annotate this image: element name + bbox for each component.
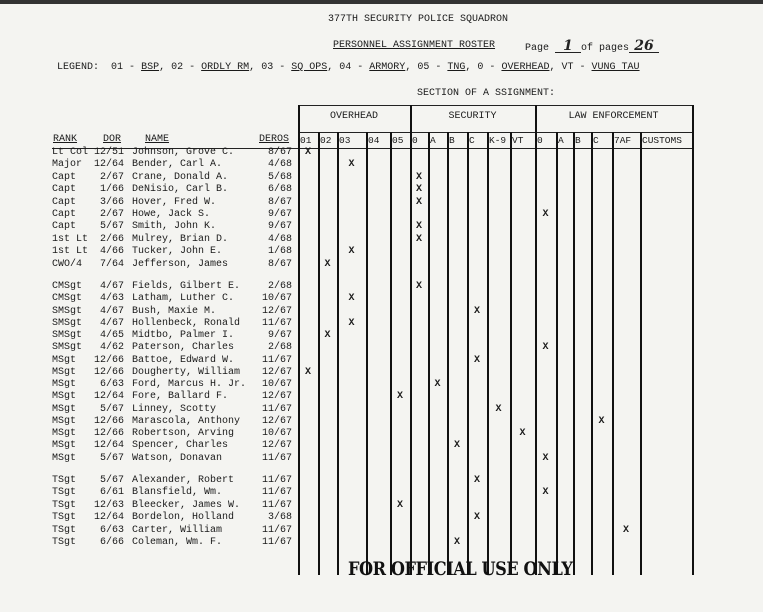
row-dor: 5/67 [99,452,124,464]
column-header-7af: 7AF [614,135,632,146]
row-rank: TSgt [52,524,77,536]
row-rank: MSgt [52,354,77,366]
column-header-customs: CUSTOMS [642,135,682,146]
row-name: Fore, Ballard F. [132,391,229,403]
row-deros: 12/67 [261,440,292,452]
legend-code: 0 - [477,62,496,73]
legend-item [339,62,417,73]
row-deros: 11/67 [261,487,292,499]
row-dor: 12/66 [93,428,124,439]
column-header-02: 02 [320,135,332,146]
page-label: Page [525,43,550,54]
assignment-mark: X [324,258,331,270]
row-rank: Major [52,159,83,171]
legend-item [477,62,561,73]
assignment-mark: X [473,512,480,524]
legend-name: BSP [141,62,160,73]
column-divider [487,132,489,575]
legend-separator: , [549,62,556,73]
assignment-mark: X [348,293,355,305]
row-rank: TSgt [52,537,77,548]
row-name: Paterson, Charles [132,342,235,354]
row-name: Alexander, Robert [132,475,235,486]
column-divider [298,105,300,575]
section-title: SECTION OF A SSIGNMENT: [417,88,556,99]
row-rank: MSgt [52,403,77,415]
row-name: Dougherty, William [132,366,241,378]
legend [57,62,646,74]
row-rank: TSgt [52,475,77,486]
row-name: Mulrey, Brian D. [132,233,229,245]
row-deros: 4/68 [267,233,292,245]
assignment-mark: X [415,281,422,292]
row-name: DeNisio, Carl B. [132,184,229,196]
row-dor: 6/63 [99,524,124,536]
legend-name: OVERHEAD [501,62,550,73]
assignment-mark: X [396,391,403,403]
row-dor: 5/67 [99,475,124,486]
row-dor: 12/63 [93,499,124,511]
group-security: SECURITY [448,111,497,122]
assignment-mark: X [453,440,460,452]
row-name: Tucker, John E. [132,246,223,258]
row-dor: 2/66 [99,233,124,245]
assignment-mark: X [473,305,480,317]
row-deros: 12/67 [261,305,292,317]
row-dor: 3/66 [99,196,124,208]
row-name: Hollenbeck, Ronald [132,317,241,329]
header-deros: DEROS [259,134,290,145]
row-dor: 7/64 [99,258,124,270]
row-dor: 4/67 [99,281,124,292]
legend-name: ORDLY RM [201,62,250,73]
row-rank: CMSgt [52,293,83,305]
row-name: Smith, John K. [132,221,217,233]
row-dor: 12/64 [93,391,124,403]
column-header-05: 05 [392,135,404,146]
row-rank: TSgt [52,499,77,511]
legend-name: ARMORY [369,62,406,73]
row-name: Jefferson, James [132,258,229,270]
row-name: Linney, Scotty [132,403,217,415]
column-header-03: 03 [339,135,351,146]
row-rank: Capt [52,184,77,196]
row-deros: 5/68 [267,171,292,183]
column-divider [428,132,430,575]
row-deros: 2/68 [267,281,292,292]
row-rank: CWO/4 [52,258,83,270]
row-name: Bush, Maxie M. [132,305,217,317]
column-divider [337,132,339,575]
assignment-mark: X [415,184,422,196]
grid-top-line [298,105,692,106]
column-divider [467,132,469,575]
column-divider [410,105,412,575]
column-divider [556,132,558,575]
group-law-enforcement: LAW ENFORCEMENT [568,111,659,122]
legend-separator: , [159,62,166,73]
row-deros: 8/67 [267,147,292,158]
page-number: 1 [555,40,581,53]
assignment-mark: X [473,475,480,486]
legend-code: VT - [561,62,586,73]
assignment-mark: X [598,415,605,427]
column-divider [591,132,593,575]
row-rank: Lt Col [52,147,89,158]
row-name: Hover, Fred W. [132,196,217,208]
assignment-mark: X [348,317,355,329]
row-deros: 10/67 [261,293,292,305]
row-dor: 6/61 [99,487,124,499]
column-header-a: A [430,135,436,146]
assignment-mark: X [495,403,502,415]
column-header-c: C [469,135,475,146]
row-name: Bender, Carl A. [132,159,223,171]
row-deros: 12/67 [261,391,292,403]
assignment-mark: X [473,354,480,366]
row-deros: 9/67 [267,330,292,341]
assignment-mark: X [415,171,422,183]
assignment-mark: X [542,452,549,464]
row-deros: 10/67 [261,379,292,390]
row-name: Bleecker, James W. [132,499,241,511]
row-rank: CMSgt [52,281,83,292]
header-name: NAME [145,134,170,145]
row-dor: 1/66 [99,184,124,196]
column-header-b: B [575,135,581,146]
row-deros: 8/67 [267,258,292,270]
assignment-mark: X [415,221,422,233]
legend-separator: , [249,62,256,73]
row-dor: 4/65 [99,330,124,341]
row-name: Latham, Luther C. [132,293,235,305]
row-dor: 12/64 [93,159,124,171]
row-name: Midtbo, Palmer I. [132,330,235,341]
page-indicator [525,40,659,55]
row-deros: 9/67 [267,209,292,220]
row-rank: SMSgt [52,342,83,354]
roster-title: PERSONNEL ASSIGNMENT ROSTER [333,40,496,51]
column-divider [573,132,575,575]
row-dor: 12/51 [93,147,124,158]
column-header-a: A [558,135,564,146]
assignment-mark: X [415,196,422,208]
legend-code: 04 - [339,62,364,73]
row-name: Marascola, Anthony [132,415,241,427]
legend-label: LEGEND: [57,62,100,73]
row-name: Watson, Donavan [132,452,223,464]
official-use-stamp: FOR OFFICIAL USE ONLY [348,558,573,580]
row-rank: MSgt [52,440,77,452]
row-dor: 4/67 [99,305,124,317]
assignment-mark: X [434,379,441,390]
legend-name: VUNG TAU [591,62,640,73]
row-rank: TSgt [52,512,77,524]
row-deros: 10/67 [261,428,292,439]
row-dor: 5/67 [99,221,124,233]
row-rank: MSgt [52,379,77,390]
group-divider-line [298,132,692,133]
row-deros: 4/68 [267,159,292,171]
assignment-mark: X [348,246,355,258]
row-name: Howe, Jack S. [132,209,211,220]
row-name: Bordelon, Holland [132,512,235,524]
row-rank: Capt [52,196,77,208]
column-divider [510,132,512,575]
row-deros: 12/67 [261,415,292,427]
row-deros: 8/67 [267,196,292,208]
row-dor: 6/63 [99,379,124,390]
row-deros: 12/67 [261,366,292,378]
column-divider [640,132,642,575]
legend-code: 03 - [261,62,286,73]
assignment-mark: X [519,428,526,439]
row-deros: 11/67 [261,317,292,329]
legend-item [562,62,646,73]
row-rank: TSgt [52,487,77,499]
column-header-vt: VT [512,135,524,146]
legend-name: SQ OPS [291,62,328,73]
row-deros: 11/67 [261,403,292,415]
row-deros: 3/68 [267,512,292,524]
row-dor: 12/66 [93,354,124,366]
row-dor: 12/64 [93,440,124,452]
assignment-mark: X [304,147,311,158]
row-dor: 4/66 [99,246,124,258]
row-rank: Capt [52,209,77,220]
header-rank: RANK [53,134,78,145]
row-name: Fields, Gilbert E. [132,281,241,292]
row-name: Blansfield, Wm. [132,487,223,499]
column-divider [692,105,694,575]
row-dor: 12/66 [93,415,124,427]
row-rank: SMSgt [52,317,83,329]
row-deros: 11/67 [261,499,292,511]
row-deros: 9/67 [267,221,292,233]
legend-item [417,62,477,73]
legend-code: 01 - [111,62,136,73]
legend-code: 02 - [171,62,196,73]
of-pages-label: of pages [581,43,630,54]
column-header-c: C [593,135,599,146]
row-rank: 1st Lt [52,246,89,258]
row-dor: 4/63 [99,293,124,305]
legend-separator: , [465,62,472,73]
row-deros: 11/67 [261,537,292,548]
row-rank: MSgt [52,415,77,427]
row-deros: 1/68 [267,246,292,258]
legend-item [261,62,339,73]
column-divider [390,132,392,575]
legend-item [171,62,261,73]
row-deros: 11/67 [261,452,292,464]
row-name: Johnson, Grove C. [132,147,235,158]
unit-title: 377TH SECURITY POLICE SQUADRON [328,14,509,25]
row-dor: 12/66 [93,366,124,378]
column-header-01: 01 [300,135,312,146]
scan-edge [0,0,763,4]
column-header-0: 0 [537,135,543,146]
row-dor: 2/67 [99,171,124,183]
column-header-k-9: K-9 [489,135,507,146]
row-dor: 6/66 [99,537,124,548]
legend-item [111,62,171,73]
column-divider [447,132,449,575]
legend-separator: , [327,62,334,73]
row-dor: 12/64 [93,512,124,524]
row-dor: 4/62 [99,342,124,354]
row-rank: Capt [52,171,77,183]
column-divider [318,132,320,575]
row-rank: SMSgt [52,305,83,317]
assignment-mark: X [453,537,460,548]
column-divider [612,132,614,575]
row-name: Crane, Donald A. [132,171,229,183]
column-divider [366,132,368,575]
legend-code: 05 - [417,62,442,73]
assignment-mark: X [622,524,629,536]
row-name: Spencer, Charles [132,440,229,452]
assignment-mark: X [415,233,422,245]
assignment-mark: X [542,342,549,354]
column-divider [535,105,537,575]
row-deros: 11/67 [261,354,292,366]
row-rank: MSgt [52,428,77,439]
assignment-mark: X [348,159,355,171]
legend-name: TNG [447,62,466,73]
row-name: Coleman, Wm. F. [132,537,223,548]
row-rank: Capt [52,221,77,233]
assignment-mark: X [396,499,403,511]
row-rank: 1st Lt [52,233,89,245]
row-name: Robertson, Arving [132,428,235,439]
column-header-b: B [449,135,455,146]
row-deros: 11/67 [261,524,292,536]
column-header-04: 04 [368,135,380,146]
row-rank: MSgt [52,391,77,403]
row-name: Battoe, Edward W. [132,354,235,366]
row-name: Carter, William [132,524,223,536]
column-header-0: 0 [412,135,418,146]
total-pages: 26 [629,40,659,53]
row-rank: MSgt [52,452,77,464]
legend-separator: , [405,62,412,73]
assignment-mark: X [304,366,311,378]
row-rank: SMSgt [52,330,83,341]
row-deros: 11/67 [261,475,292,486]
row-deros: 2/68 [267,342,292,354]
row-deros: 6/68 [267,184,292,196]
row-dor: 4/67 [99,317,124,329]
row-rank: MSgt [52,366,77,378]
header-dor: DOR [103,134,122,145]
assignment-mark: X [324,330,331,341]
group-overhead: OVERHEAD [329,111,378,122]
row-dor: 2/67 [99,209,124,220]
row-name: Ford, Marcus H. Jr. [132,379,247,390]
assignment-mark: X [542,209,549,220]
assignment-mark: X [542,487,549,499]
row-dor: 5/67 [99,403,124,415]
